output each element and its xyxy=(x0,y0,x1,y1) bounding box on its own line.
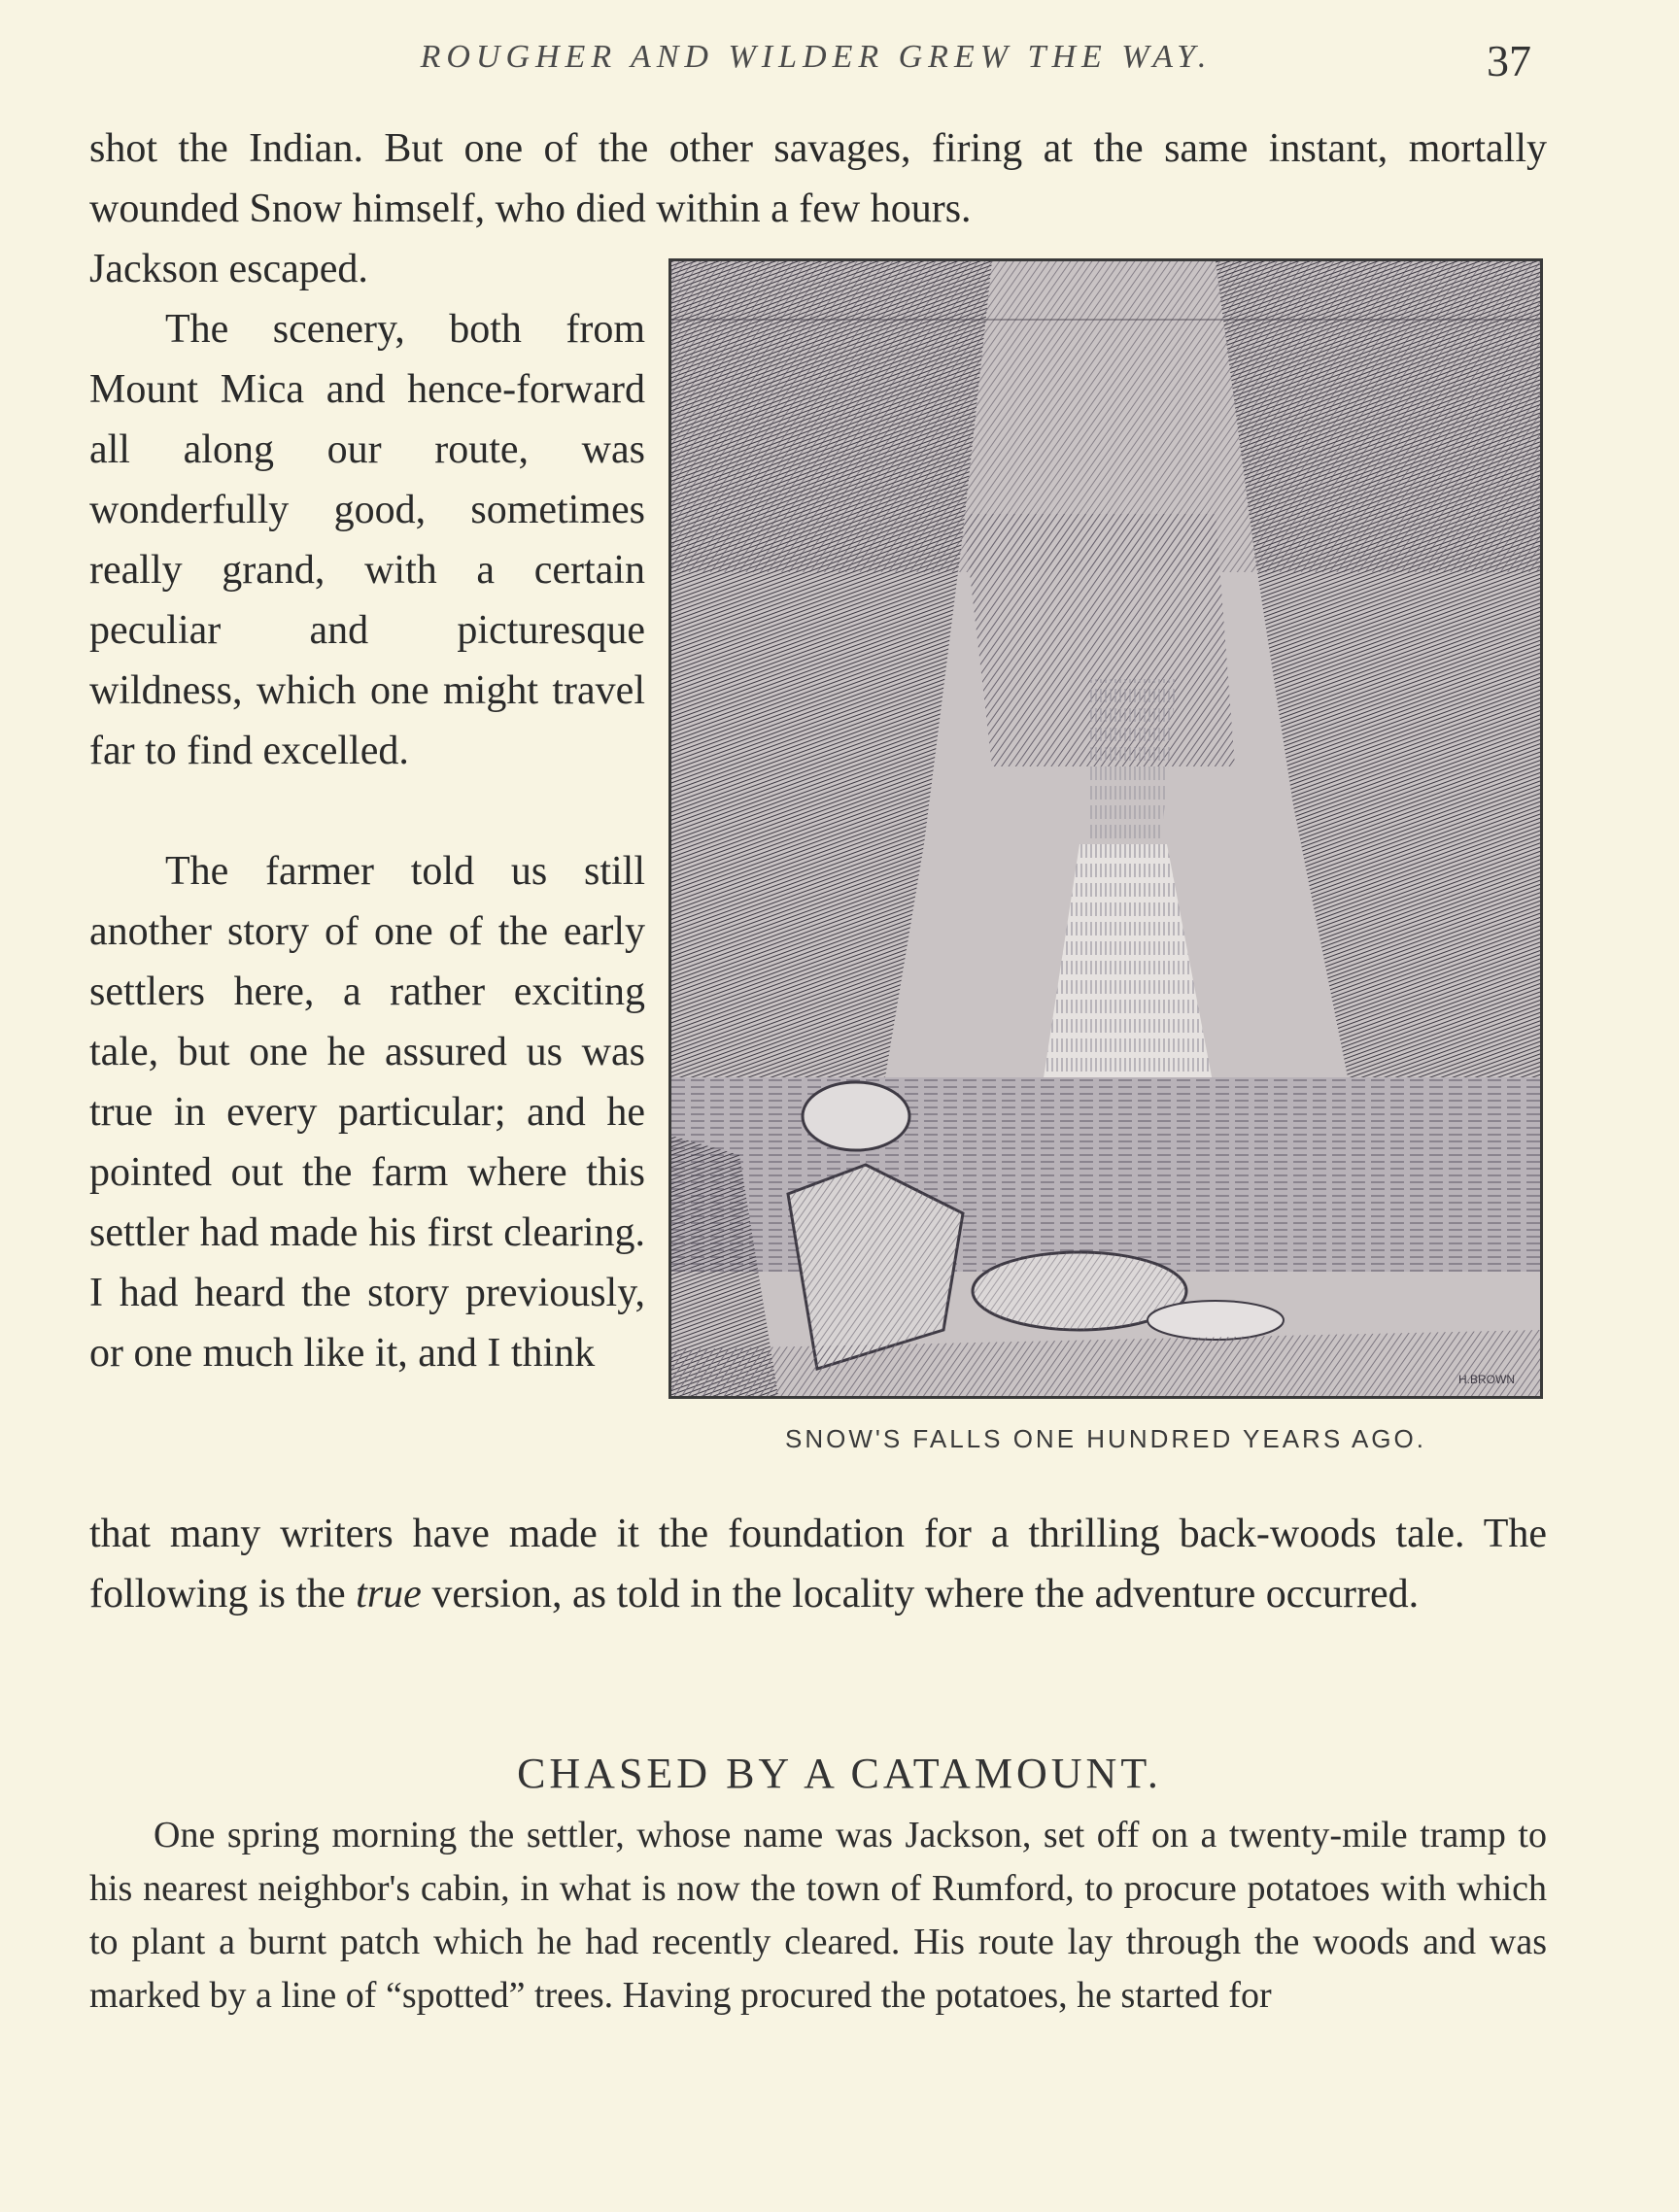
page-number: 37 xyxy=(1487,36,1531,85)
figure-caption: SNOW'S FALLS ONE HUNDRED YEARS AGO. xyxy=(785,1424,1426,1453)
flat-rock xyxy=(1148,1301,1284,1340)
section-paragraph: One spring morning the settler, whose name was Jackson, set off on a twenty-mile tramp to his nearest neighbor's cabin, in what is now the town of Rumford, to procure potatoes with which to plant a burnt patch which he had recently cleared. His route lay through the woods and was marked by a line of “spotted” trees. Having procured the potatoes, he started for xyxy=(89,1815,1547,2016)
continuation-text-1: that many writers have made it the foundation for a thrilling back-woods tale. The following is the xyxy=(89,1512,1547,1616)
engraver-signature: H.BROWN xyxy=(1458,1373,1515,1386)
figure-snows-falls xyxy=(668,258,1543,1453)
boulder-left xyxy=(803,1082,909,1150)
column-line-jackson-escaped: Jackson escaped. xyxy=(89,247,368,291)
paragraph-continuation xyxy=(89,1504,1547,1624)
waterfall-illustration xyxy=(671,261,1540,1396)
running-head: ROUGHER AND WILDER GREW THE WAY. xyxy=(420,39,1213,75)
engraving-waterfall xyxy=(668,258,1543,1399)
column-paragraph-scenery: The scenery, both from Mount Mica and hence-forward all along our route, was wonderfully good, sometimes really grand, with a certain peculiar and picturesque wildness, which one might travel far to find excelled. xyxy=(89,307,645,773)
continuation-text-2: version, as told in the locality where the adventure occurred. xyxy=(421,1572,1420,1616)
section-title: CHASED BY A CATAMOUNT. xyxy=(517,1750,1162,1797)
intro-paragraph: shot the Indian. But one of the other savages, firing at the same instant, mortally wounded Snow himself, who died within a few hours. xyxy=(89,126,1547,231)
page-header xyxy=(0,36,1679,97)
emphasis-true: true xyxy=(356,1572,422,1616)
column-paragraph-farmer: The farmer told us still another story of one of the early settlers here, a rather exciting tale, but one he assured us was true in every particular; and he pointed out the farm where this settler had made his first clearing. I had heard the story previously, or one much like it, and I think xyxy=(89,849,645,1376)
